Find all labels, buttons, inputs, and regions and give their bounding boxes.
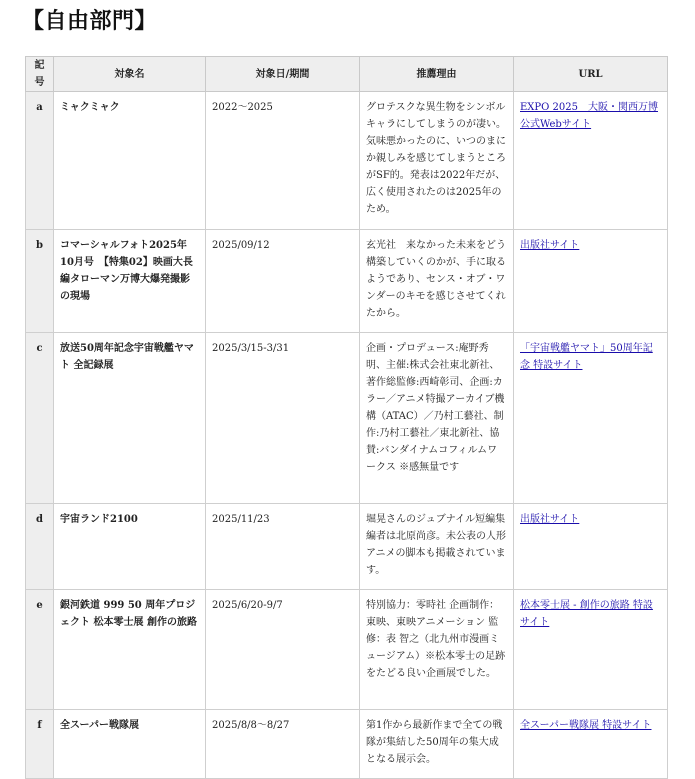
- row-id: f: [26, 710, 54, 779]
- table-row: [26, 230, 668, 333]
- table-row: [26, 590, 668, 710]
- yamato-site-link[interactable]: 「宇宙戦艦ヤマト」50周年記念 特設サイト: [520, 343, 653, 371]
- header-id: 記号: [26, 57, 54, 92]
- matsumoto-site-link[interactable]: 松本零士展 - 創作の旅路 特設サイト: [520, 600, 653, 628]
- row-date: 2025/11/23: [206, 504, 360, 590]
- row-reason: グロテスクな異生物をシンボルキャラにしてしまうのが凄い。気味悪かったのに、いつのまにか親しみを感じてしまうところがSF的。発表は2022年だが、広く使用されたのは2025年のため。: [360, 92, 514, 230]
- row-name: 銀河鉄道 999 50 周年プロジェクト 松本零士展 創作の旅路: [54, 590, 206, 710]
- row-id: e: [26, 590, 54, 710]
- table-header-row: [26, 57, 668, 92]
- row-date: 2025/3/15-3/31: [206, 333, 360, 504]
- expo-site-link[interactable]: EXPO 2025 大阪・関西万博 公式Webサイト: [520, 102, 658, 130]
- row-name: 宇宙ランド2100: [54, 504, 206, 590]
- row-id: a: [26, 92, 54, 230]
- row-reason: 堀晃さんのジュブナイル短編集 編者は北原尚彦。未公表の人形アニメの脚本も掲載されています。: [360, 504, 514, 590]
- row-url-cell: [514, 230, 668, 333]
- row-name: 全スーパー戦隊展: [54, 710, 206, 779]
- table-row: [26, 504, 668, 590]
- section-title: 【自由部門】: [22, 8, 158, 34]
- row-name: ミャクミャク: [54, 92, 206, 230]
- table-row: [26, 333, 668, 504]
- recommendation-table: [25, 56, 668, 779]
- header-date: 対象日/期間: [206, 57, 360, 92]
- row-id: b: [26, 230, 54, 333]
- row-reason: 第1作から最新作まで全ての戦隊が集結した50周年の集大成となる展示会。: [360, 710, 514, 779]
- row-name: コマーシャルフォト2025年10月号 【特集02】映画大長編タローマン万博大爆発撮影の現場: [54, 230, 206, 333]
- row-id: c: [26, 333, 54, 504]
- row-id: d: [26, 504, 54, 590]
- publisher-site-link[interactable]: 出版社サイト: [520, 514, 580, 525]
- row-url-cell: [514, 590, 668, 710]
- header-url: URL: [514, 57, 668, 92]
- row-date: 2022〜2025: [206, 92, 360, 230]
- header-name: 対象名: [54, 57, 206, 92]
- row-url-cell: [514, 710, 668, 779]
- row-date: 2025/8/8〜8/27: [206, 710, 360, 779]
- row-url-cell: [514, 92, 668, 230]
- row-reason: 特別協力：零時社 企画制作：東映、東映アニメーション 監修：表 智之（北九州市漫画ミュージアム）※松本零士の足跡をたどる良い企画展でした。: [360, 590, 514, 710]
- row-url-cell: [514, 504, 668, 590]
- row-name: 放送50周年記念宇宙戦艦ヤマト 全記録展: [54, 333, 206, 504]
- row-reason: 玄光社 来なかった未来をどう構築していくのかが、手に取るようであり、センス・オブ・ワンダーのキモを感じさせてくれたから。: [360, 230, 514, 333]
- table-row: [26, 710, 668, 779]
- row-date: 2025/6/20-9/7: [206, 590, 360, 710]
- publisher-site-link[interactable]: 出版社サイト: [520, 240, 580, 251]
- table-row: [26, 92, 668, 230]
- row-url-cell: [514, 333, 668, 504]
- header-reason: 推薦理由: [360, 57, 514, 92]
- row-date: 2025/09/12: [206, 230, 360, 333]
- super-sentai-site-link[interactable]: 全スーパー戦隊展 特設サイト: [520, 720, 652, 731]
- row-reason: 企画・プロデュース:庵野秀明、主催:株式会社東北新社、著作総監修:西崎彰司、企画:カラー／アニメ特撮アーカイブ機構（ATAC）／乃村工藝社、制作:乃村工藝社／東北新社、協賛:バンダイナムコフィルムワークス ※感無量です: [360, 333, 514, 504]
